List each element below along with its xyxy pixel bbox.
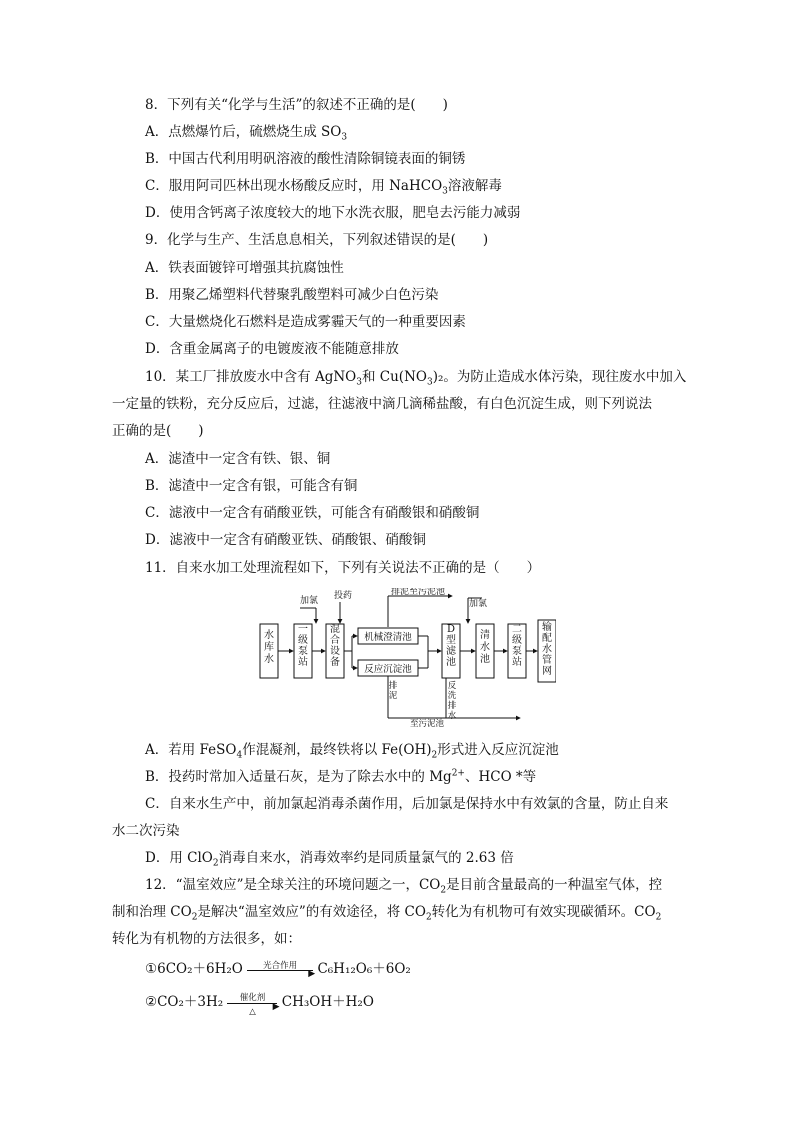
q8-option-d: D．使用含钙离子浓度较大的地下水洗衣服，肥皂去污能力减弱 xyxy=(145,205,521,221)
label-hunhesheshebei: 混合设备 xyxy=(330,624,340,668)
q11-option-b: B．投药时常加入适量石灰，是为了除去水中的 $Mg^{2+}$、HCO *等 xyxy=(145,768,537,785)
q9-option-a: A．铁表面镀锌可增强其抗腐蚀性 xyxy=(145,260,344,276)
label-paini-bottom: 排泥 xyxy=(388,681,398,701)
q12-equation-2: ②CO₂＋3H₂ 催化剂 ▶ △ CH₃OH＋H₂O xyxy=(145,993,374,1011)
q11-stem: 11．自来水加工处理流程如下，下列有关说法不正确的是（ ） xyxy=(145,560,541,576)
label-erjibengzhan: 二级泵站 xyxy=(512,624,522,668)
q9-option-b: B．用聚乙烯塑料代替聚乳酸塑料可减少白色污染 xyxy=(145,287,439,303)
eq2-condition-top: 催化剂 xyxy=(239,993,266,1003)
q10-stem-line2: 一定量的铁粉，充分反应后，过滤，往滤液中滴几滴稀盐酸，有白色沉淀生成，则下列说法 xyxy=(112,396,652,412)
label-shupei: 输配水管网 xyxy=(542,622,552,677)
label-paini-top: 排泥至污泥池 xyxy=(391,588,446,597)
q8-option-c: C．服用阿司匹林出现水杨酸反应时，用 NaHCO$_3$溶液解毒 xyxy=(145,178,502,197)
q11-option-c-line2: 水二次污染 xyxy=(112,823,180,839)
q10-option-b: B．滤渣中一定含有银，可能含有铜 xyxy=(145,478,358,494)
q11-option-d: D．用 ClO$_2$消毒自来水，消毒效率约是同质量氯气的 2.63 倍 xyxy=(145,850,514,869)
q12-stem-line1: 12．“温室效应”是全球关注的环境问题之一，$CO_2$是目前含量最高的一种温室气体，控 xyxy=(145,877,663,896)
label-fanxi: 反洗排水 xyxy=(447,681,457,721)
q10-option-d: D．滤液中一定含有硝酸亚铁、硝酸银、硝酸铜 xyxy=(145,532,426,548)
eq1-condition: 光合作用 xyxy=(263,961,298,971)
q8-option-b: B．中国古代利用明矾溶液的酸性清除铜镜表面的铜锈 xyxy=(145,151,466,167)
q10-option-c: C．滤液中一定含有硝酸亚铁，可能含有硝酸银和硝酸铜 xyxy=(145,505,480,521)
q11-option-a: A．若用 FeSO$_4$作混凝剂，最终铁将以 $Fe(OH)_2$形式进入反应沉淀池 xyxy=(145,742,559,761)
label-jixie: 机械澄清池 xyxy=(364,632,412,643)
label-jialv-1: 加氯 xyxy=(300,596,319,606)
label-fanying: 反应沉淀池 xyxy=(364,664,412,675)
q9-stem: 9．化学与生产、生活息息相关，下列叙述错误的是( ) xyxy=(145,232,489,248)
q10-stem-line3: 正确的是( ) xyxy=(112,423,204,439)
q12-equation-1: ①6CO₂＋6H₂O 光合作用 ▶ C₆H₁₂O₆＋6O₂ xyxy=(145,960,411,978)
label-dxing: D 型滤池 xyxy=(446,624,456,668)
label-qingshui: 清水池 xyxy=(480,630,490,665)
label-yijibengzhan: 一级泵站 xyxy=(298,624,308,668)
q10-option-a: A．滤渣中一定含有铁、银、铜 xyxy=(145,451,331,467)
water-treatment-flow-diagram xyxy=(256,588,556,728)
label-shuikushui: 水库水 xyxy=(264,630,274,665)
q9-option-c: C．大量燃烧化石燃料是造成雾霾天气的一种重要因素 xyxy=(145,314,466,330)
q12-stem-line2: 制和治理 $CO_2$是解决“温室效应”的有效途径，将 $CO_2$转化为有机物可有效实现碳循环。$CO_2$ xyxy=(112,904,662,923)
eq1-arrow: ▶ xyxy=(247,970,313,971)
q11-option-c-line1: C．自来水生产中，前加氯起消毒杀菌作用，后加氯是保持水中有效氯的含量，防止自来 xyxy=(145,796,669,812)
q8-option-a: A．点燃爆竹后，硫燃烧生成 $SO_3$ xyxy=(145,124,348,143)
eq2-condition-bottom: △ xyxy=(249,1007,256,1017)
q8-stem: 8．下列有关“化学与生活”的叙述不正确的是( ) xyxy=(145,97,448,113)
q9-option-d: D．含重金属离子的电镀废液不能随意排放 xyxy=(145,341,399,357)
q12-stem-line3: 转化为有机物的方法很多，如： xyxy=(112,931,301,947)
label-toyao: 投药 xyxy=(334,591,353,601)
label-zhiwuni: 至污泥池 xyxy=(410,719,445,728)
q10-stem-line1: 10．某工厂排放废水中含有 AgNO$_3$和 $Cu(NO_3)_2$。为防止造成水体污染，现往废水中加入 xyxy=(145,369,687,388)
label-jialv-2: 加氯 xyxy=(469,599,488,609)
eq2-arrow: ▶ xyxy=(227,1003,277,1004)
